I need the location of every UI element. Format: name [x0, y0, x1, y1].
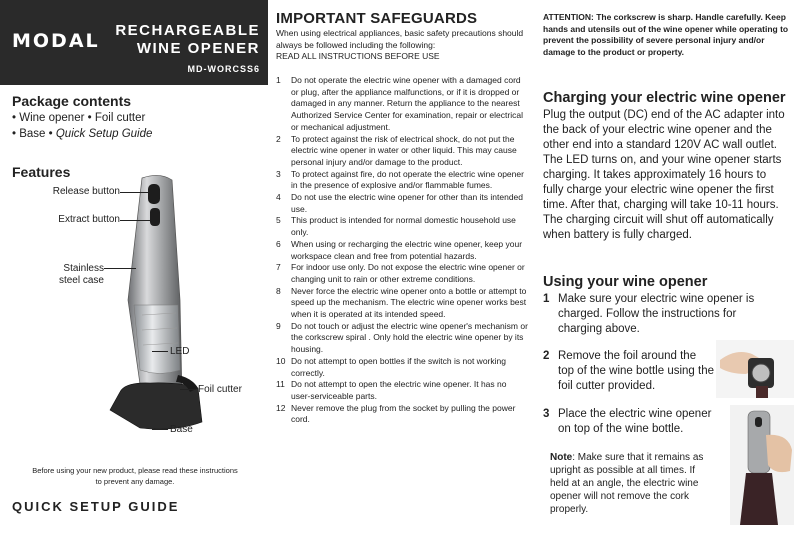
label-stainless — [30, 263, 104, 287]
safeguard-item: 2 To protect against the risk of electrical shock, do not put the electric wine opener in water or other liquid. This may cause personal injury and/or damage to the product. — [276, 133, 517, 167]
leader-line — [180, 389, 196, 390]
product-title-line2: WINE OPENER — [136, 40, 260, 57]
label-led: LED — [170, 346, 190, 357]
model-number: MD-WORCSS6 — [187, 64, 260, 74]
step-2 — [543, 349, 715, 394]
safeguards-list — [276, 75, 528, 426]
safeguard-item: 6 When using or recharging the electric wine opener, keep your workspace clean and free from potential hazards. — [276, 238, 523, 261]
attention-warning: ATTENTION: The corkscrew is sharp. Handle carefully. Keep hands and utensils out of the wine opener while operating to prevent the possibility of severe personal injury and/or damage to the product or property. — [543, 12, 789, 57]
brand-logo: MODAL — [12, 30, 100, 52]
read-before-use-note: Before using your new product, please read these instructions to prevent any damage. — [32, 466, 238, 486]
quick-setup-guide-title: QUICK SETUP GUIDE — [12, 499, 180, 514]
safeguard-item: 9 Do not touch or adjust the electric wine opener's mechanism or the corkscrew spiral . Only hold the electric wine opener by its housing. — [276, 320, 528, 355]
step-1 — [543, 292, 783, 337]
leader-line — [152, 351, 168, 352]
header-band — [0, 0, 268, 85]
package-line-2 — [12, 128, 152, 140]
label-extract: Extract button — [58, 214, 120, 225]
safeguard-item: 7 For indoor use only. Do not expose the electric wine opener or changing unit to rain or other extreme conditions. — [276, 262, 525, 284]
safeguard-item: 3 To protect against fire, do not operate the electric wine opener in the presence of explosive and/or flammable fumes. — [276, 168, 524, 191]
label-base: Base — [170, 424, 193, 435]
safeguard-item: 12 Never remove the plug from the socket by pulling the power cord. — [276, 402, 516, 425]
label-foil-cutter: Foil cutter — [198, 384, 242, 395]
using-heading: Using your wine opener — [543, 274, 708, 290]
opener-on-bottle-photo — [730, 405, 794, 525]
clear-window — [134, 305, 180, 374]
intro-text: When using electrical appliances, basic safety precautions should always be followed including the following: — [276, 28, 524, 50]
label-stainless-1: Stainless — [63, 263, 104, 274]
label-stainless-2: steel case — [58, 275, 104, 286]
package-heading: Package contents — [12, 93, 132, 109]
read-all-instructions: READ ALL INSTRUCTIONS BEFORE USE — [276, 51, 440, 62]
leader-line — [104, 268, 136, 269]
wine-opener-illustration — [80, 170, 210, 450]
charging-heading: Charging your electric wine opener — [543, 90, 786, 106]
safeguard-item: 4 Do not use the electric wine opener for other than its intended use. — [276, 192, 524, 214]
foil-cutter-photo — [716, 340, 794, 398]
upright-note — [550, 451, 710, 516]
package-base: • Base • — [12, 128, 56, 140]
package-guide: Quick Setup Guide — [55, 128, 153, 140]
safeguard-item: 1 Do not operate the electric wine opener with a damaged cord or plug, after the appliance malfunctions, or if it is dropped or damaged in any manner. Return the appliance to the nearest Authorized Service Center for examination, repair or electrical or mechanical adjustment. — [276, 75, 523, 132]
charging-text: Plug the output (DC) end of the AC adapter into the back of your electric wine opener and the other end into a standard 120V AC wall outlet. The LED turns on, and your wine opener starts charging. It takes approximately 16 hours to fully charge your electric wine opener the first time. After that, charging will take 10-11 hours. The charging circuit will shut off automatically when battery is fully charged. — [543, 109, 785, 241]
step-number: 2 — [543, 350, 550, 362]
release-button-shape — [148, 184, 160, 204]
features-heading: Features — [12, 164, 71, 180]
package-line-1: • Wine opener • Foil cutter — [12, 112, 146, 124]
step-3 — [543, 407, 715, 437]
safeguards-intro — [276, 28, 528, 63]
extract-button-shape — [150, 208, 160, 226]
safeguard-item: 10 Do not attempt to open bottles if the switch is not working correctly. — [276, 355, 506, 378]
left-column — [0, 0, 268, 535]
note-label: Note — [550, 452, 573, 463]
product-title-line1: RECHARGEABLE — [115, 22, 260, 39]
step-text: Remove the foil around the top of the wine bottle using the foil cutter provided. — [558, 350, 714, 392]
leader-line — [120, 220, 150, 221]
leader-line — [152, 429, 168, 430]
step-number: 3 — [543, 408, 550, 420]
label-release: Release button — [52, 186, 120, 197]
step-text: Make sure your electric wine opener is charged. Follow the instructions for charging above. — [558, 293, 755, 335]
safeguards-title: IMPORTANT SAFEGUARDS — [276, 10, 478, 27]
step-text: Place the electric wine opener on top of the wine bottle. — [558, 408, 712, 435]
note-text: : Make sure that it remains as upright as possible at all times. If held at an angle, the electric wine opener will not remove the cork properly. — [550, 452, 704, 515]
leader-line — [120, 192, 148, 193]
safeguard-item: 11 Do not attempt to open the electric wine opener. It has no user-serviceable parts. — [276, 379, 507, 401]
step-number: 1 — [543, 293, 550, 305]
safeguard-item: 5 This product is intended for normal domestic household use only. — [276, 215, 516, 238]
safeguard-item: 8 Never force the electric wine opener onto a bottle or attempt to speed up the mechanism. The electric wine opener works best when it is operated at its intended speed. — [276, 285, 527, 320]
